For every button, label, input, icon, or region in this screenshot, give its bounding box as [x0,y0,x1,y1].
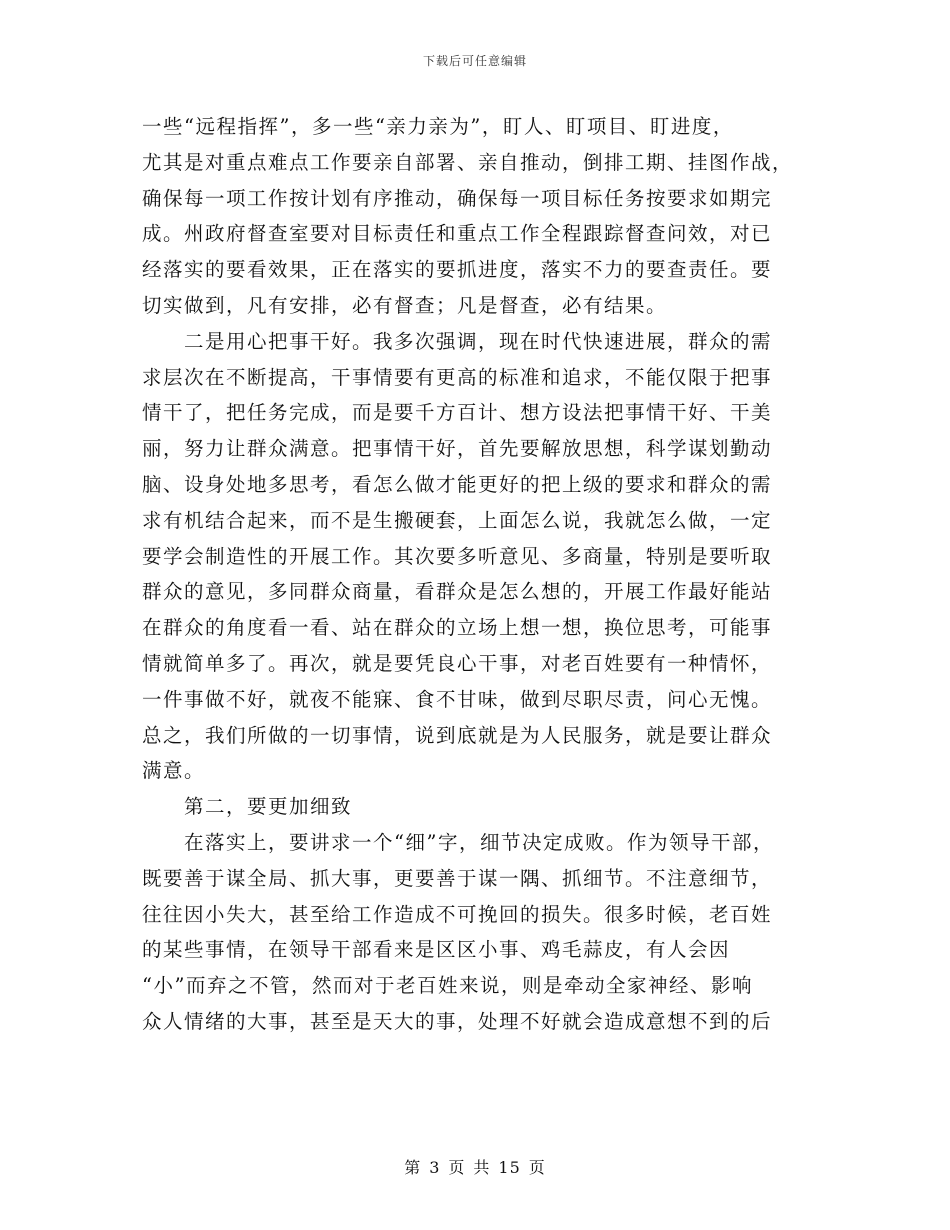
page-label: 第 [404,1158,422,1177]
text-line: 在群众的角度看一看、站在群众的立场上想一想，换位思考，可能事 [142,616,773,640]
text-line: 切实做到，凡有安排，必有督查；凡是督查，必有结果。 [142,293,668,317]
text-line: 情干了，把任务完成，而是要千方百计、想方设法把事情干好、干美 [142,401,773,425]
text-line: 二是用心把事干好。我多次强调，现在时代快速进展，群众的需 [142,329,773,353]
text-line: 确保每一项工作按计划有序推动，确保每一项目标任务按要求如期完 [142,186,773,210]
text-line: 丽，努力让群众满意。把事情干好，首先要解放思想，科学谋划勤动 [142,437,773,461]
text-line: 既要善于谋全局、抓大事，更要善于谋一隅、抓细节。不注意细节， [142,866,773,890]
text-line: 一件事做不好，就夜不能寐、食不甘味，做到尽职尽责，问心无愧。 [142,687,773,711]
page-header: 下载后可任意编辑 [422,54,527,68]
total-pages: 15 [498,1158,521,1177]
text-line: 满意。 [142,759,206,783]
text-line: 往往因小失大，甚至给工作造成不可挽回的损失。很多时候，老百姓 [142,902,773,926]
text-line: 总之，我们所做的一切事情，说到底就是为人民服务，就是要让群众 [142,723,773,747]
text-line: 的某些事情，在领导干部看来是区区小事、鸡毛蒜皮，有人会因 [142,938,731,962]
text-line: 求层次在不断提高，干事情要有更高的标准和追求，不能仅限于把事 [142,365,773,389]
section-heading: 第二，要更加细致 [142,795,353,819]
page-footer [0,1155,950,1178]
text-line: 群众的意见，多同群众商量，看群众是怎么想的，开展工作最好能站 [142,580,773,604]
page-unit: 页 [448,1158,466,1177]
total-label: 共 [473,1158,491,1177]
text-line: 成。州政府督查室要对目标责任和重点工作全程跟踪督查问效，对已 [142,222,773,246]
document-body [142,109,822,1040]
text-line: 在落实上，要讲求一个“细”字，细节决定成败。作为领导干部， [142,830,774,854]
text-line: “小”而弃之不管，然而对于老百姓来说，则是牵动全家神经、影响 [142,974,753,998]
total-unit: 页 [528,1158,546,1177]
text-line: 经落实的要看效果，正在落实的要抓进度，落实不力的要查责任。要 [142,258,773,282]
page-number: 3 [429,1158,441,1177]
text-line: 一些“远程指挥”，多一些“亲力亲为”，盯人、盯项目、盯进度， [142,115,734,138]
text-line: 尤其是对重点难点工作要亲自部署、亲自推动，倒排工期、挂图作战， [142,150,794,174]
text-line: 要学会制造性的开展工作。其次要多听意见、多商量，特别是要听取 [142,544,773,568]
text-line: 情就简单多了。再次，就是要凭良心干事，对老百姓要有一种情怀， [142,651,773,675]
text-line: 脑、设身处地多思考，看怎么做才能更好的把上级的要求和群众的需 [142,472,773,496]
text-line: 众人情绪的大事，甚至是天大的事，处理不好就会造成意想不到的后 [142,1009,773,1033]
text-line: 求有机结合起来，而不是生搬硬套，上面怎么说，我就怎么做，一定 [142,508,773,532]
